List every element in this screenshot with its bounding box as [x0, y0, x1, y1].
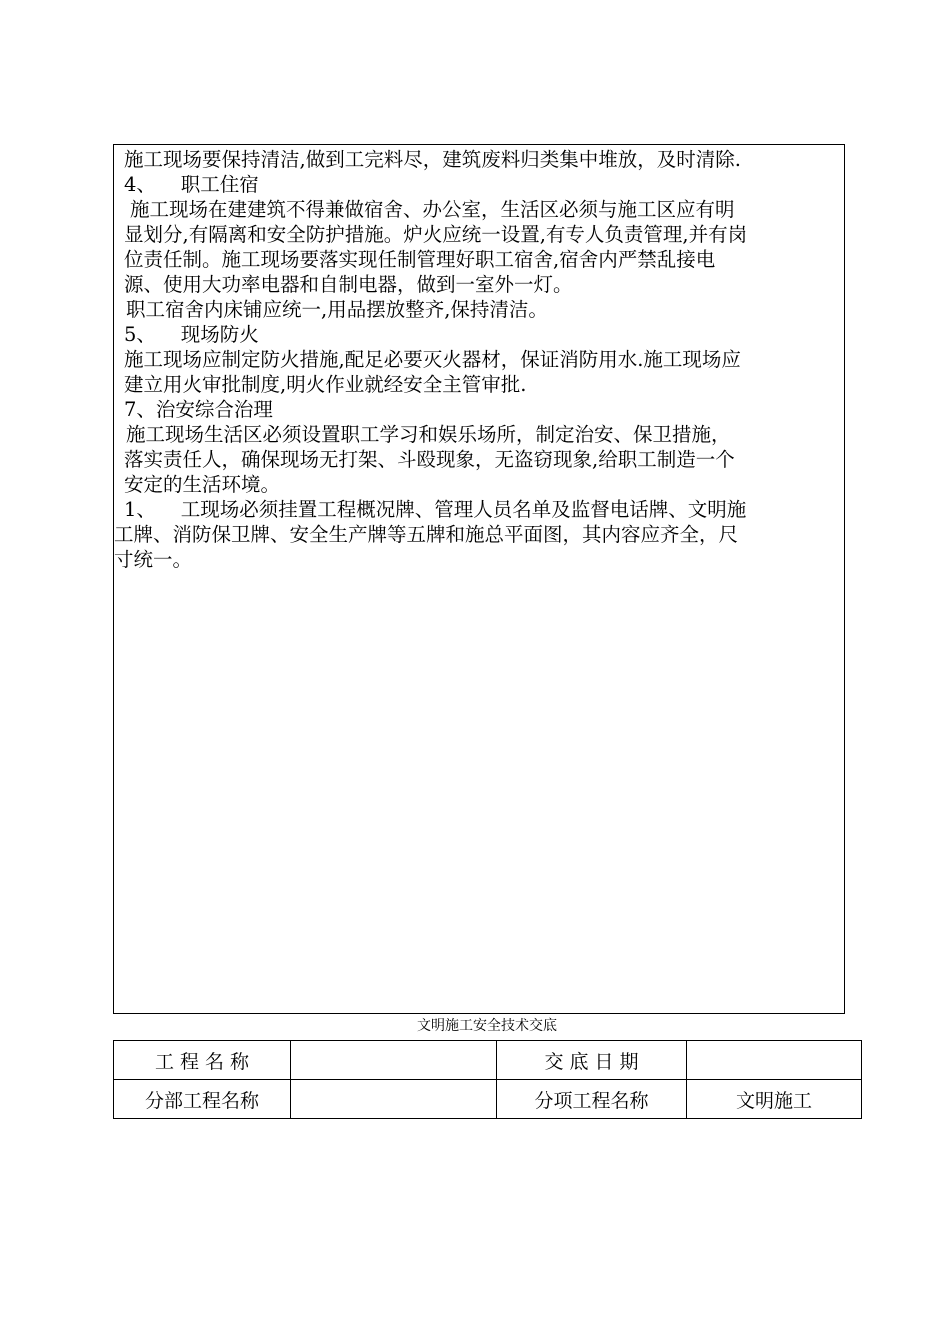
body-line-housing-5: 职工宿舍内床铺应统一,用品摆放整齐,保持清洁。 — [126, 298, 548, 321]
body-line-fire-1: 施工现场应制定防火措施,配足必要灭火器材，保证消防用水.施工现场应 — [124, 348, 741, 371]
body-line-fire-2: 建立用火审批制度,明火作业就经安全主管审批. — [124, 373, 527, 396]
body-line-housing-1: 施工现场在建建筑不得兼做宿舍、办公室，生活区必须与施工区应有明 — [130, 198, 735, 221]
section-heading-staff-housing: 4、 职工住宿 — [124, 173, 259, 196]
body-line-housing-2: 显划分,有隔离和安全防护措施。炉火应统一设置,有专人负责管理,并有岗 — [124, 223, 748, 246]
handover-date-value — [687, 1041, 862, 1080]
table-row — [114, 1080, 862, 1119]
document-caption: 文明施工安全技术交底 — [417, 1018, 557, 1034]
body-line-signboards-1: 1、 工现场必须挂置工程概况牌、管理人员名单及监督电话牌、文明施 — [124, 498, 747, 521]
body-line-signboards-2: 工牌、消防保卫牌、安全生产牌等五牌和施总平面图，其内容应齐全，尺 — [114, 523, 739, 546]
body-line-security-2: 落实责任人，确保现场无打架、斗殴现象，无盗窃现象,给职工制造一个 — [124, 448, 735, 471]
table-row — [114, 1041, 862, 1080]
body-line-signboards-3: 寸统一。 — [114, 548, 193, 571]
section-heading-security: 7、治安综合治理 — [124, 398, 273, 421]
body-line-cleanliness: 施工现场要保持清洁,做到工完料尽，建筑废料归类集中堆放，及时清除. — [124, 148, 741, 171]
subitem-name-value: 文明施工 — [687, 1080, 862, 1119]
project-name-label: 工 程 名 称 — [114, 1041, 291, 1080]
body-line-housing-3: 位责任制。施工现场要落实现任制管理好职工宿舍,宿舍内严禁乱接电 — [124, 248, 716, 271]
disclosure-content-box — [113, 144, 845, 1014]
handover-date-label: 交 底 日 期 — [497, 1041, 687, 1080]
body-line-housing-4: 源、使用大功率电器和自制电器，做到一室外一灯。 — [124, 273, 573, 296]
section-heading-fire-prevention: 5、 现场防火 — [124, 323, 259, 346]
body-line-security-1: 施工现场生活区必须设置职工学习和娱乐场所，制定治安、保卫措施， — [126, 423, 731, 446]
project-name-value — [291, 1041, 497, 1080]
project-info-table — [113, 1040, 862, 1119]
subitem-name-label: 分项工程名称 — [497, 1080, 687, 1119]
division-name-value — [291, 1080, 497, 1119]
body-line-security-3: 安定的生活环境。 — [124, 473, 281, 496]
division-name-label: 分部工程名称 — [114, 1080, 291, 1119]
